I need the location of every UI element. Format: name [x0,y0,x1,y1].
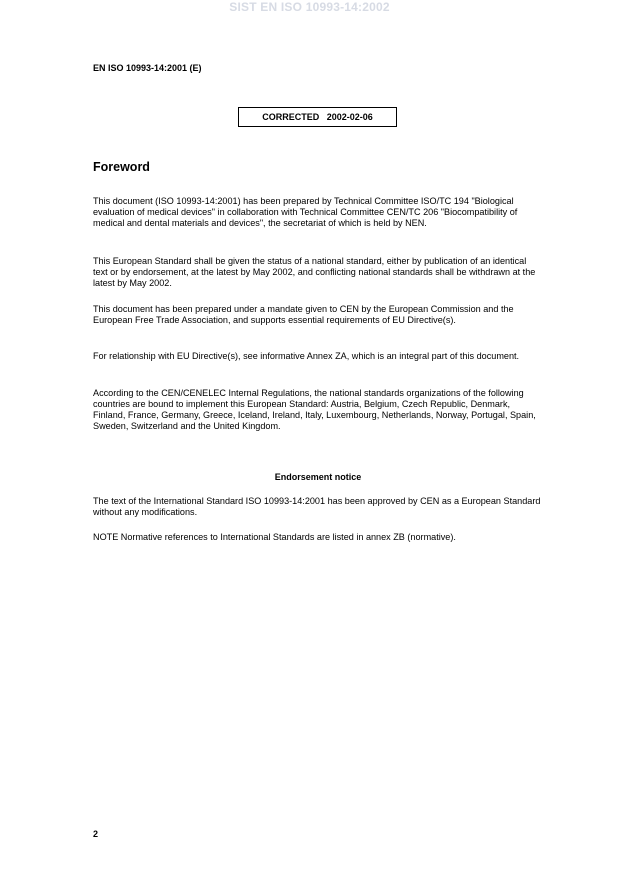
page-number: 2 [93,829,99,839]
foreword-paragraph-3: This document has been prepared under a mandate given to CEN by the European Commission and the European Free Trade Association, and supports essential requirements of EU Directive(s). [93,304,514,326]
corrected-notice-box: CORRECTED 2002-02-06 [238,107,397,127]
watermark: SIST EN ISO 10993-14:2002 [229,0,390,14]
document-identifier: EN ISO 10993-14:2001 (E) [93,63,202,73]
foreword-paragraph-4: For relationship with EU Directive(s), see informative Annex ZA, which is an integral part of this document. [93,351,520,361]
foreword-paragraph-5: According to the CEN/CENELEC Internal Regulations, the national standards organizations of the following countries are bound to implement this European Standard: Austria, Belgium, Czech Republic, Denmark, Finland, France, Germany, Greece, Iceland, Ireland, Italy, Luxembourg, Netherlands, Norway, Portugal, Spain, Sweden, Switzerland and the United Kingdom. [93,388,536,432]
endorsement-note: NOTE Normative references to International Standards are listed in annex ZB (normative). [93,532,456,542]
foreword-paragraph-1: This document (ISO 10993-14:2001) has been prepared by Technical Committee ISO/TC 194 "Biological evaluation of medical devices" in collaboration with Technical Committee CEN/TC 206 "Biocompatibility of medical and dental materials and devices", the secretariat of which is held by NEN. [93,196,518,229]
endorsement-paragraph-1: The text of the International Standard ISO 10993-14:2001 has been approved by CEN as a European Standard without any modifications. [93,496,541,518]
foreword-paragraph-2: This European Standard shall be given the status of a national standard, either by publication of an identical text or by endorsement, at the latest by May 2002, and conflicting national standards shall be withdrawn at the latest by May 2002. [93,256,536,289]
endorsement-heading: Endorsement notice [274,472,362,482]
foreword-heading: Foreword [93,160,150,174]
